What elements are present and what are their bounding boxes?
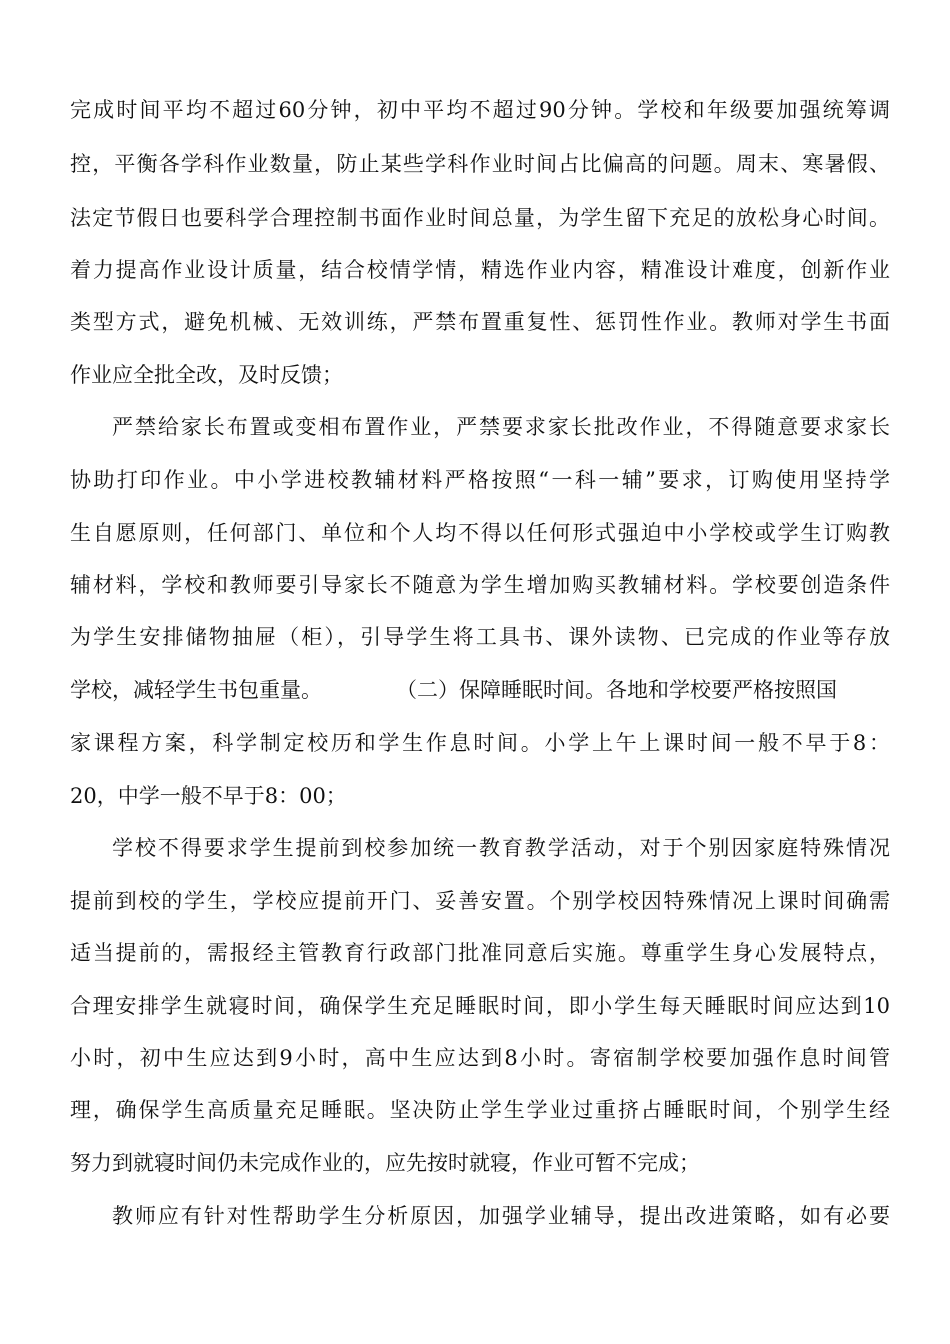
text-line: 提前到校的学生，学校应提前开门、妥善安置。个别学校因特殊情况上课时间确需 xyxy=(70,889,890,913)
text-line: 辅材料，学校和教师要引导家长不随意为学生增加购买教辅材料。学校要创造条件 xyxy=(70,573,890,597)
text-line: 家课程方案，科学制定校历和学生作息时间。小学上午上课时间一般不早于8： xyxy=(70,731,890,755)
text-line: 为学生安排储物抽屉（柜），引导学生将工具书、课外读物、已完成的作业等存放 xyxy=(70,625,890,649)
text-line: 协助打印作业。中小学进校教辅材料严格按照“一科一辅”要求，订购使用坚持学 xyxy=(70,468,890,492)
text-line: 控，平衡各学科作业数量，防止某些学科作业时间占比偏高的问题。周末、寒暑假、 xyxy=(70,152,890,176)
text-line: 生自愿原则，任何部门、单位和个人均不得以任何形式强迫中小学校或学生订购教 xyxy=(70,521,890,545)
text-line-split xyxy=(70,675,890,705)
paragraph-first-line: 严禁给家长布置或变相布置作业，严禁要求家长批改作业，不得随意要求家长 xyxy=(112,415,890,439)
text-line: 合理安排学生就寝时间，确保学生充足睡眠时间，即小学生每天睡眠时间应达到10 xyxy=(70,994,890,1018)
text-line: 着力提高作业设计质量，结合校情学情，精选作业内容，精准设计难度，创新作业 xyxy=(70,258,890,282)
text-line: 理，确保学生高质量充足睡眠。坚决防止学生学业过重挤占睡眠时间，个别学生经 xyxy=(70,1098,890,1122)
paragraph-first-line: 学校不得要求学生提前到校参加统一教育教学活动，对于个别因家庭特殊情况 xyxy=(112,836,890,860)
text-line: 努力到就寝时间仍未完成作业的，应先按时就寝，作业可暂不完成； xyxy=(70,1151,700,1175)
paragraph-first-line: 教师应有针对性帮助学生分析原因，加强学业辅导，提出改进策略，如有必要 xyxy=(112,1204,890,1228)
text-line: 适当提前的，需报经主管教育行政部门批准同意后实施。尊重学生身心发展特点， xyxy=(70,941,890,965)
text-line: 类型方式，避免机械、无效训练，严禁布置重复性、惩罚性作业。教师对学生书面 xyxy=(70,310,890,334)
text-line: 完成时间平均不超过60分钟，初中平均不超过90分钟。学校和年级要加强统筹调 xyxy=(70,98,890,122)
text-segment: 学校，减轻学生书包重量。 xyxy=(70,678,322,702)
text-line: 作业应全批全改，及时反馈； xyxy=(70,363,343,387)
text-line: 法定节假日也要科学合理控制书面作业时间总量，为学生留下充足的放松身心时间。 xyxy=(70,206,890,230)
text-line: 20，中学一般不早于8：00； xyxy=(70,784,347,808)
text-line: 小时，初中生应达到9小时，高中生应达到8小时。寄宿制学校要加强作息时间管 xyxy=(70,1046,890,1070)
section-heading-inline: （二）保障睡眠时间。各地和学校要严格按照国 xyxy=(396,678,837,702)
